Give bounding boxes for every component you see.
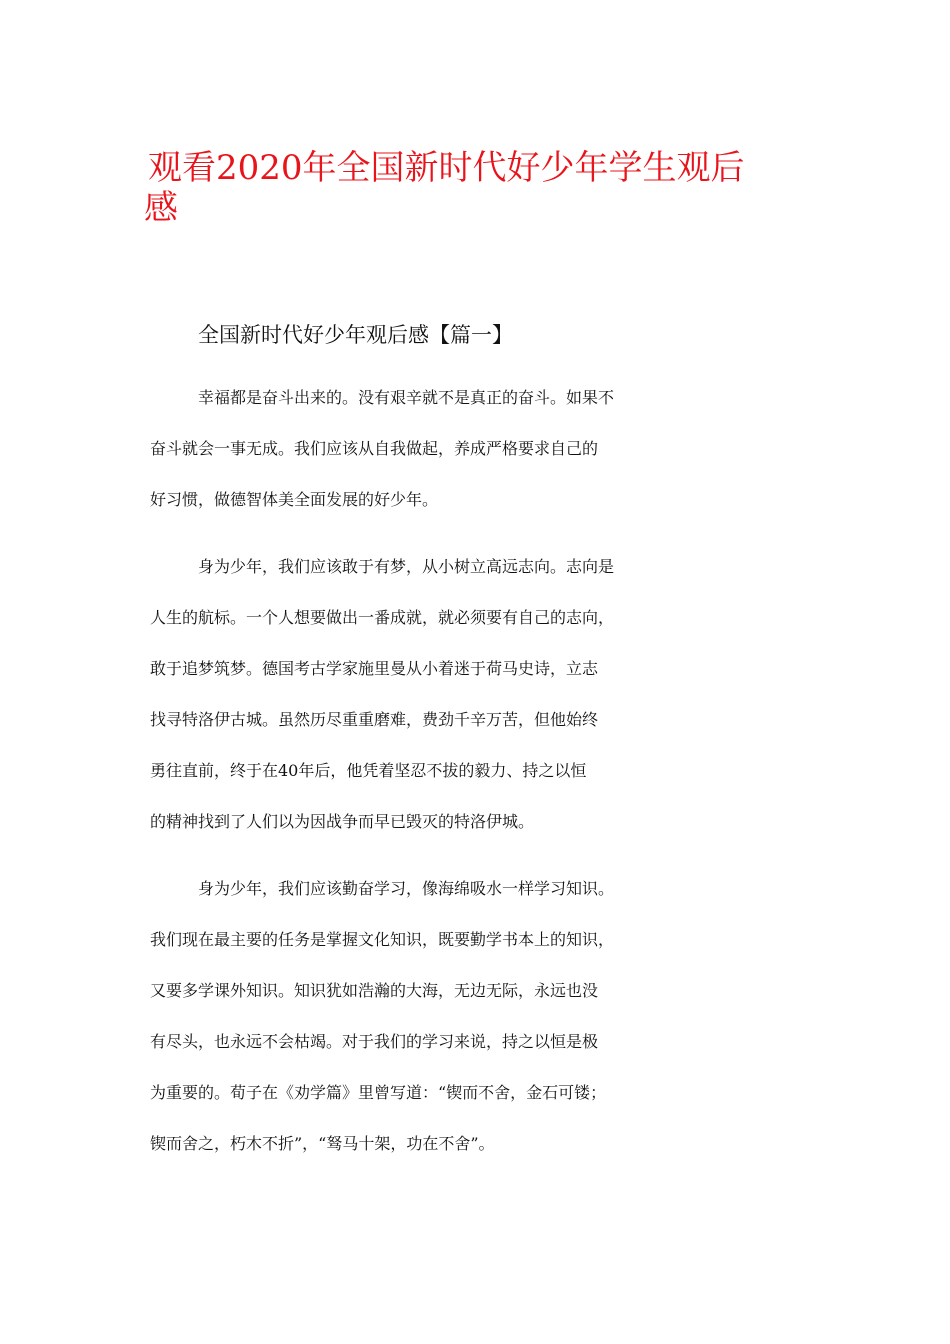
- title-line-1: 观看2020年全国新时代好少年学生观后: [148, 148, 745, 188]
- paragraph-line: 人生的航标。一个人想要做出一番成就，就必须要有自己的志向，: [150, 608, 615, 627]
- document-body: [150, 315, 810, 1164]
- paragraph-line: 奋斗就会一事无成。我们应该从自我做起，养成严格要求自己的: [150, 439, 599, 458]
- section-subheading: 全国新时代好少年观后感【篇一】: [198, 323, 513, 347]
- paragraph-line: 为重要的。荀子在《劝学篇》里曾写道：“锲而不舍，金石可镂；: [150, 1083, 607, 1102]
- paragraph-line: 好习惯，做德智体美全面发展的好少年。: [150, 490, 439, 509]
- paragraph-line: 幸福都是奋斗出来的。没有艰辛就不是真正的奋斗。如果不: [198, 388, 615, 407]
- paragraph-line: 锲而舍之，朽木不折”，“驽马十架，功在不舍”。: [150, 1134, 495, 1153]
- paragraph-line: 又要多学课外知识。知识犹如浩瀚的大海，无边无际，永远也没: [150, 981, 599, 1000]
- paragraph-1: [150, 378, 810, 520]
- document-title: [144, 148, 804, 228]
- paragraph-3: [150, 869, 810, 1164]
- paragraph-line: 我们现在最主要的任务是掌握文化知识，既要勤学书本上的知识，: [150, 930, 615, 949]
- paragraph-2: [150, 547, 810, 842]
- paragraph-line: 敢于追梦筑梦。德国考古学家施里曼从小着迷于荷马史诗，立志: [150, 659, 599, 678]
- paragraph-line: 身为少年，我们应该敢于有梦，从小树立高远志向。志向是: [198, 557, 615, 576]
- paragraph-line: 勇往直前，终于在40年后，他凭着坚忍不拔的毅力、持之以恒: [150, 761, 587, 780]
- title-line-2: 感: [144, 188, 178, 228]
- paragraph-line: 的精神找到了人们以为因战争而早已毁灭的特洛伊城。: [150, 812, 535, 831]
- paragraph-line: 有尽头，也永远不会枯竭。对于我们的学习来说，持之以恒是极: [150, 1032, 599, 1051]
- paragraph-line: 找寻特洛伊古城。虽然历尽重重磨难，费劲千辛万苦，但他始终: [150, 710, 599, 729]
- paragraph-line: 身为少年，我们应该勤奋学习，像海绵吸水一样学习知识。: [198, 879, 615, 898]
